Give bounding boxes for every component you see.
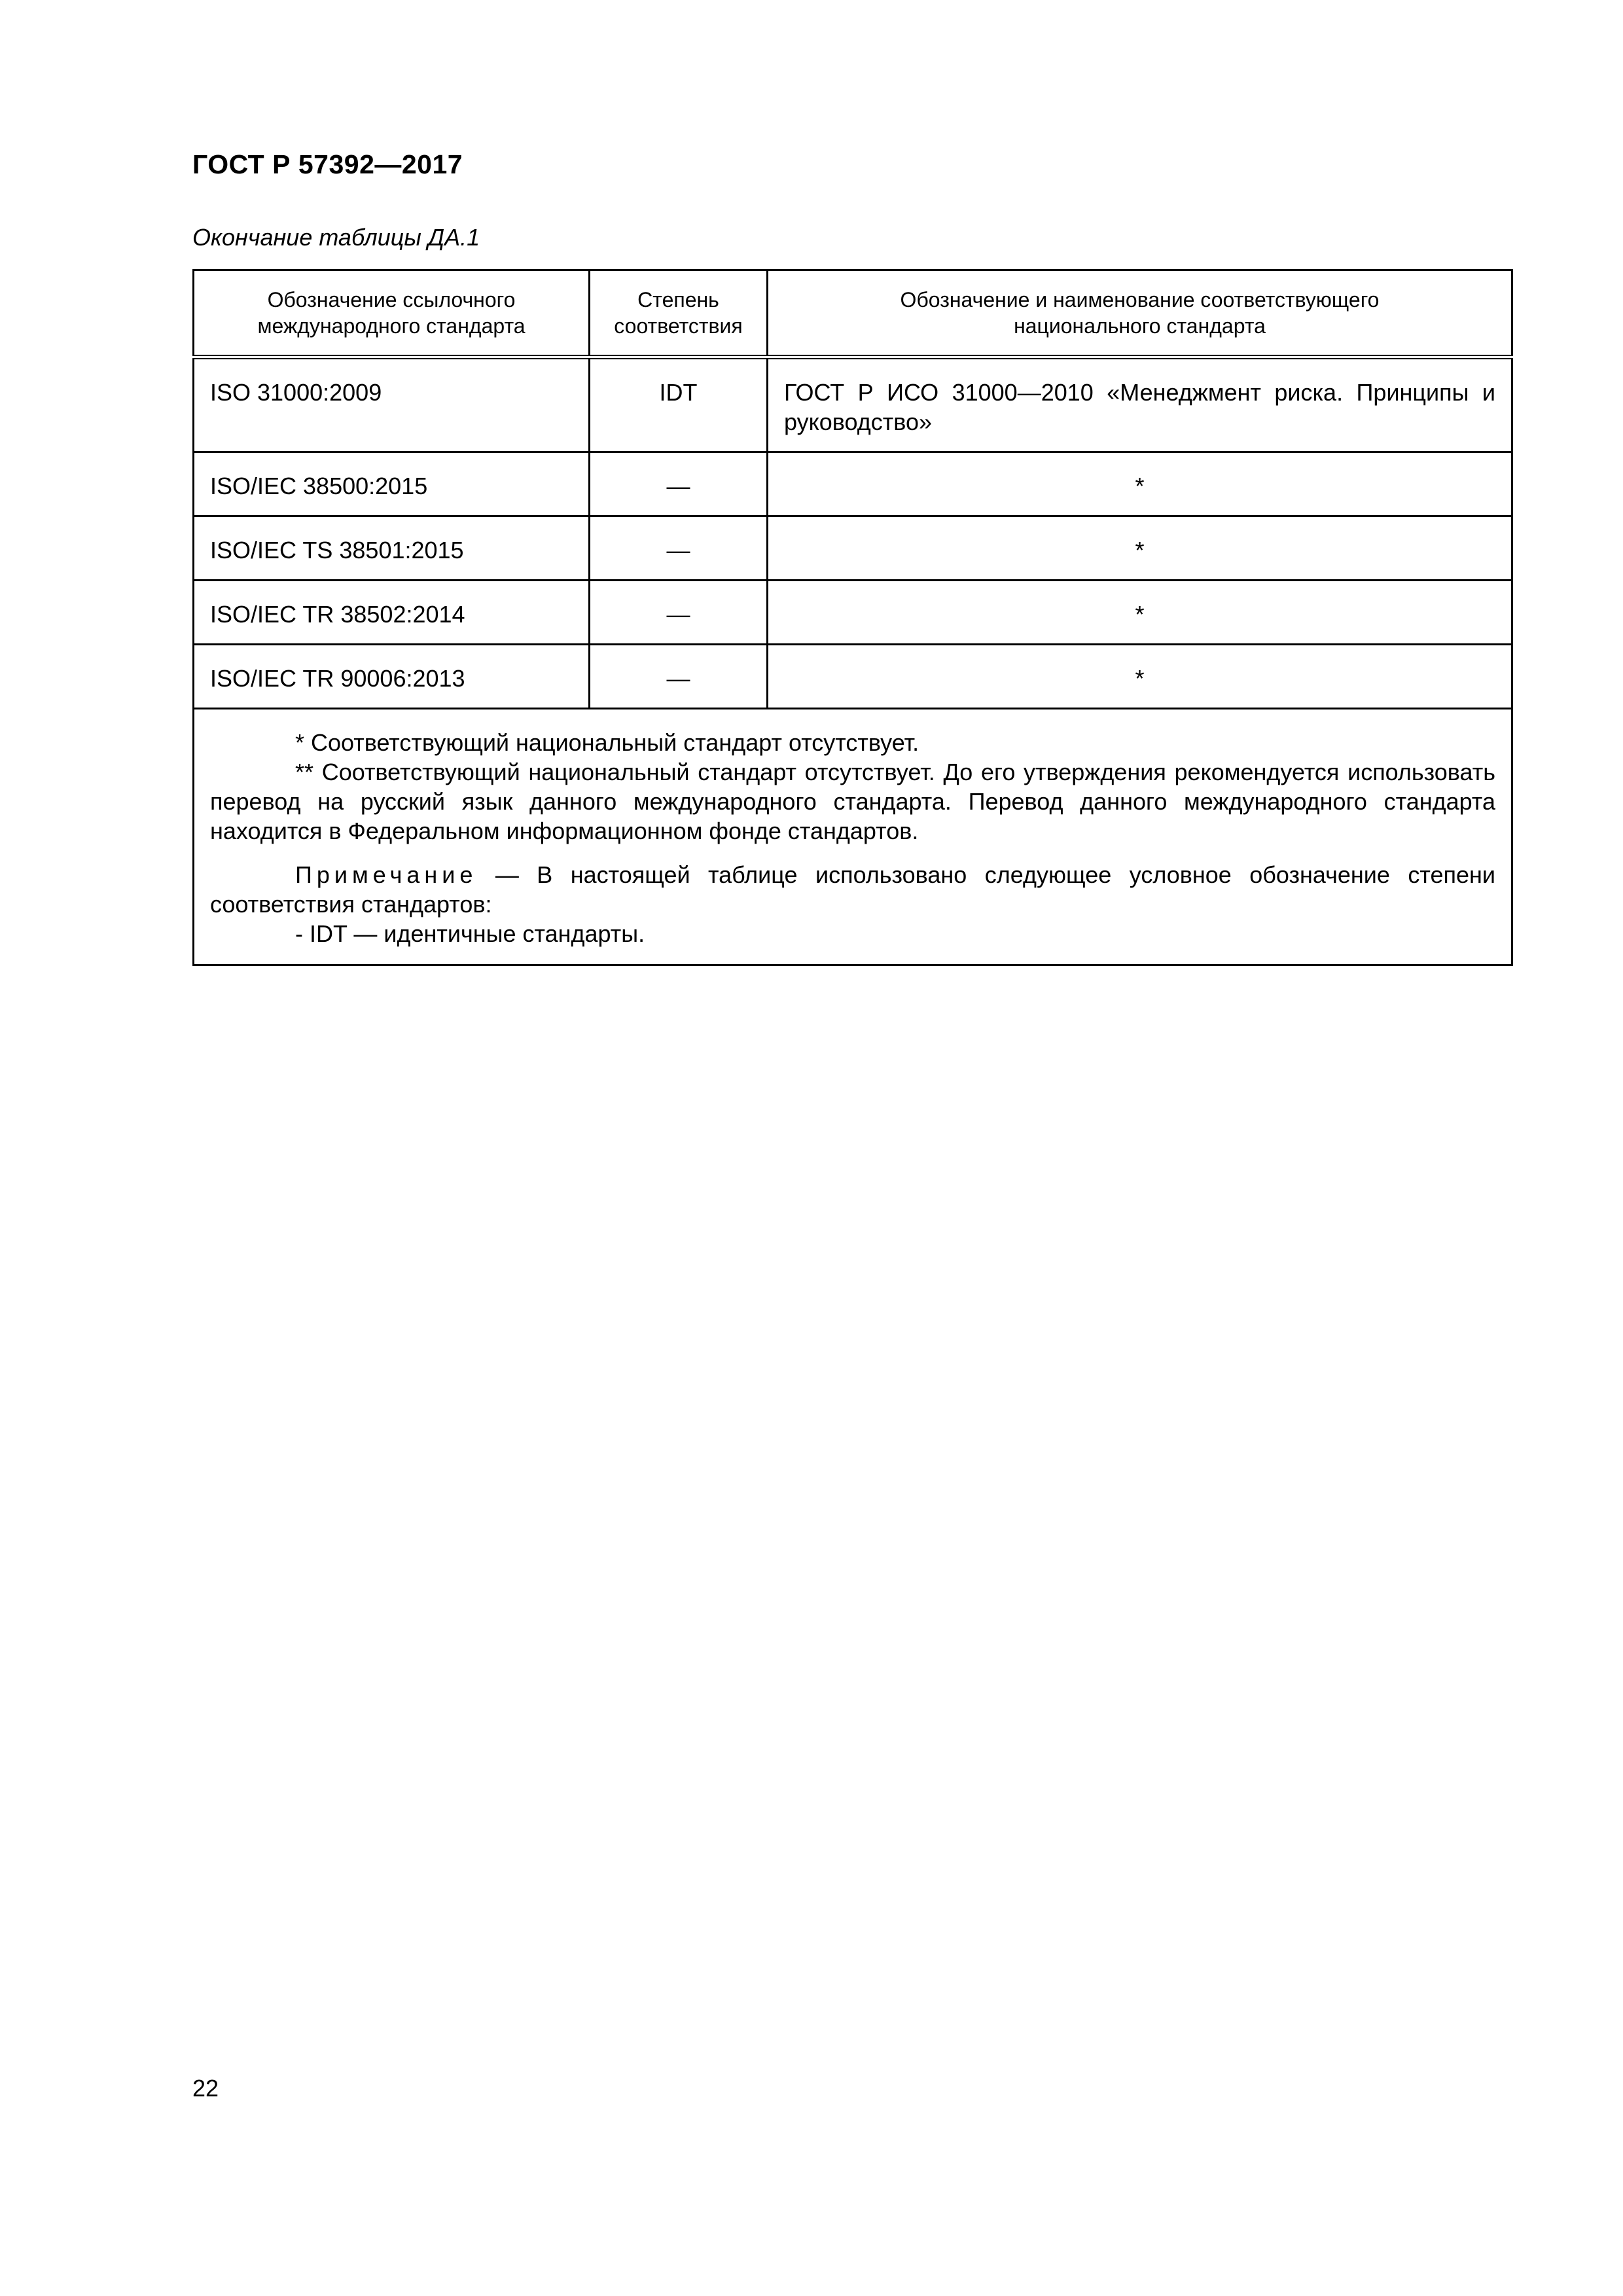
table-caption: Окончание таблицы ДА.1 xyxy=(192,224,480,251)
cell-degree: IDT xyxy=(590,357,768,452)
cell-degree: — xyxy=(590,516,768,581)
standards-table xyxy=(192,269,1513,966)
table-row xyxy=(194,452,1512,516)
column-header-national-standard: Обозначение и наименование соответствующего национального стандарта xyxy=(768,270,1512,357)
cell-national-standard: ГОСТ Р ИСО 31000—2010 «Менеджмент риска. Принципы и руководство» xyxy=(768,357,1512,452)
cell-national-standard: * xyxy=(768,645,1512,709)
cell-intl-standard: ISO 31000:2009 xyxy=(194,357,590,452)
cell-degree: — xyxy=(590,581,768,645)
cell-degree: — xyxy=(590,645,768,709)
table-row xyxy=(194,581,1512,645)
cell-intl-standard: ISO/IEC TR 90006:2013 xyxy=(194,645,590,709)
note-text: — В настоящей таблице использовано следующее условное обозначение степени соответствия стандартов: xyxy=(210,861,1495,918)
cell-degree: — xyxy=(590,452,768,516)
note-label: Примечание xyxy=(295,861,478,888)
table-notes xyxy=(194,709,1512,965)
cell-intl-standard: ISO/IEC TR 38502:2014 xyxy=(194,581,590,645)
page-number: 22 xyxy=(192,2075,219,2102)
cell-national-standard: * xyxy=(768,581,1512,645)
footnote-single-star: * Соответствующий национальный стандарт отсутствует. xyxy=(295,729,919,756)
table-header-row xyxy=(194,270,1512,357)
cell-intl-standard: ISO/IEC TS 38501:2015 xyxy=(194,516,590,581)
table-notes-row xyxy=(194,709,1512,965)
cell-national-standard: * xyxy=(768,452,1512,516)
cell-national-standard: * xyxy=(768,516,1512,581)
note-item: - IDT — идентичные стандарты. xyxy=(295,920,645,947)
table-row xyxy=(194,645,1512,709)
column-header-intl-standard: Обозначение ссылочного международного стандарта xyxy=(194,270,590,357)
table-row xyxy=(194,516,1512,581)
table-note xyxy=(210,860,1495,919)
column-header-degree: Степень соответствия xyxy=(590,270,768,357)
table-row xyxy=(194,357,1512,452)
document-code: ГОСТ Р 57392—2017 xyxy=(192,149,463,179)
cell-intl-standard: ISO/IEC 38500:2015 xyxy=(194,452,590,516)
footnote-double-star: ** Соответствующий национальный стандарт отсутствует. До его утверждения рекомендуется использовать перевод на русский язык данного международного стандарта. Перевод данного международного стандарта находится в Федеральном информационном фонде стандартов. xyxy=(210,759,1495,844)
